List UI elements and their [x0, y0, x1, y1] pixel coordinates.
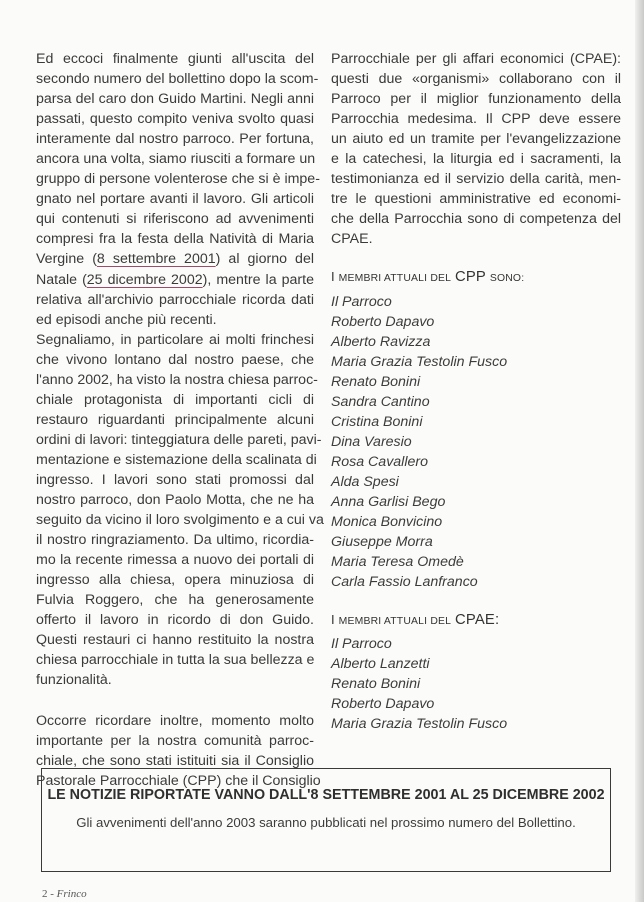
text-line: ingresso alla chiesa, opera minuziosa di: [36, 572, 314, 589]
text-line: [36, 270, 314, 290]
notice-text: Gli avvenimenti dell'anno 2003 saranno pubblicati nel prossimo numero del Bollettino.: [76, 815, 576, 830]
text-segment: ), mentre la parte: [202, 271, 314, 288]
paragraph-intro-end: [36, 290, 314, 330]
publication-name: Frinco: [56, 888, 87, 900]
text-line: tre le questioni amministrative ed economi-: [331, 191, 621, 208]
heading-smallcaps: SONO:: [489, 273, 525, 285]
text-line: Segnaliamo, in particolare ai molti frinchesi: [36, 331, 314, 348]
text-line: CPAE.: [331, 231, 373, 248]
text-line: ordini di lavori: tinteggiatura delle pareti, pavi-: [36, 431, 322, 448]
text-line: testimonianza ed il servizio della carità, men-: [331, 171, 621, 188]
underlined-date: 25 dicembre 2002: [86, 271, 203, 288]
paragraph-cpae: [331, 49, 621, 249]
text-line: Parrocchiale per gli affari economici (CPAE):: [331, 51, 621, 67]
cpae-members-list: [331, 634, 621, 734]
notice-box: [41, 768, 611, 872]
member-name: Roberto Dapavo: [331, 696, 435, 713]
cpp-members-list: [331, 292, 621, 593]
text-line: compresi fra la festa della Natività di Maria: [36, 231, 314, 248]
member-name: Alda Spesi: [331, 473, 399, 490]
text-line: chiale, che sono stati istituiti sia il Consiglio: [36, 752, 314, 769]
heading-acronym: CPAE:: [454, 612, 500, 629]
text-line: offerto il lavoro in ricordo di don Guido.: [36, 612, 314, 629]
text-line: funzionalità.: [36, 672, 112, 689]
text-line: Occorre ricordare inoltre, momento molto: [36, 712, 314, 729]
text-segment: Natale (: [36, 271, 87, 288]
heading-smallcaps: MEMBRI ATTUALI DEL: [338, 616, 452, 628]
text-line: secondo numero del bollettino dopo la scom-: [36, 71, 319, 88]
page-footer: [42, 888, 87, 900]
member-name: Sandra Cantino: [331, 393, 430, 410]
text-line: seguito da vicino il loro svolgimento e a cui va: [36, 512, 324, 529]
text-line: interamente dal nostro parroco. Per fortuna,: [36, 131, 314, 148]
right-column: [331, 49, 621, 735]
member-name: Cristina Bonini: [331, 413, 423, 430]
notice-title: LE NOTIZIE RIPORTATE VANNO DALL'8 SETTEMBRE 2001 AL 25 DICEMBRE 2002: [47, 787, 605, 803]
cpp-members-heading: [331, 267, 621, 289]
member-name: Monica Bonvicino: [331, 514, 443, 531]
paragraph-intro: [36, 49, 320, 249]
text-line: [36, 249, 314, 269]
paragraph-restoration: [36, 330, 324, 691]
text-line: Questi restauri ci hanno restituito la nostra: [36, 632, 314, 649]
member-name: Carla Fassio Lanfranco: [331, 574, 478, 591]
text-line: chiesa parrocchiale in tutta la sua bellezza e: [36, 652, 315, 669]
text-line: chiale protagonista di importanti cicli di: [36, 391, 314, 408]
text-line: gnato nel portare avanti il lavoro. Gli articoli: [36, 191, 314, 208]
member-name: Maria Grazia Testolin Fusco: [331, 353, 508, 370]
text-line: Fulvia Roggero, che ha generosamente: [36, 592, 314, 609]
member-name: Alberto Ravizza: [331, 333, 431, 350]
text-line: ancora una volta, siamo riusciti a formare un: [36, 151, 316, 168]
text-line: l'anno 2002, ha visto la nostra chiesa parroc-: [36, 371, 318, 388]
text-segment: ) al giorno del: [215, 251, 314, 268]
member-name: Rosa Cavallero: [331, 453, 428, 470]
text-line: Parroco per il miglior funzionamento della: [331, 91, 621, 108]
underlined-date: 8 settembre 2001: [96, 251, 216, 268]
text-line: restauro riguardanti principalmente alcuni: [36, 411, 314, 428]
member-name: Il Parroco: [331, 293, 392, 310]
text-line: che vivono lontano dal nostro paese, che: [36, 351, 314, 368]
text-line: Pastorale Parrocchiale (CPP) che il Consiglio: [36, 772, 321, 789]
heading-initial: I: [331, 269, 335, 285]
text-line: passati, questo compito veniva svolto quasi: [36, 111, 314, 128]
text-line: relativa all'archivio parrocchiale ricorda dati: [36, 291, 314, 308]
member-name: Alberto Lanzetti: [331, 656, 430, 673]
text-line: ingresso. I lavori sono stati promossi dal: [36, 471, 314, 488]
member-name: Renato Bonini: [331, 373, 421, 390]
member-name: Roberto Dapavo: [331, 313, 435, 330]
text-line: mentazione e sistemazione della scalinata di: [36, 451, 317, 468]
text-line: il nostro ringraziamento. Da ultimo, ricordia-: [36, 532, 314, 549]
text-line: Parrocchia medesima. Il CPP deve essere: [331, 111, 621, 128]
text-segment: Vergine (: [36, 251, 97, 268]
text-line: ed episodi anche più recenti.: [36, 311, 217, 328]
text-line: mo la recente rimessa a nuovo dei portali di: [36, 552, 314, 569]
text-line: Ed eccoci finalmente giunti all'uscita del: [36, 51, 314, 67]
member-name: Giuseppe Morra: [331, 534, 433, 551]
member-name: Anna Garlisi Bego: [331, 493, 446, 510]
text-line: qui contenuti si riferiscono ad avvenimenti: [36, 211, 314, 228]
heading-smallcaps: MEMBRI ATTUALI DEL: [338, 273, 452, 285]
left-column: [36, 49, 324, 791]
member-name: Maria Grazia Testolin Fusco: [331, 716, 508, 733]
page-edge-shadow: [635, 0, 644, 902]
cpae-members-heading: [331, 610, 621, 632]
member-name: Renato Bonini: [331, 676, 421, 693]
heading-initial: I: [331, 612, 335, 628]
text-line: che della Parrocchia sono di competenza del: [331, 211, 621, 228]
member-name: Maria Teresa Omedè: [331, 554, 464, 571]
page-number: 2 -: [42, 888, 54, 900]
text-line: importante per la nostra comunità parroc-: [36, 732, 314, 749]
paragraph-gap: [36, 691, 314, 711]
text-line: nostro parroco, don Paolo Motta, che ne ha: [36, 492, 314, 509]
text-line: parsa del caro don Guido Martini. Negli anni: [36, 91, 314, 108]
text-line: questi due «organismi» collaborano con il: [331, 71, 621, 88]
heading-acronym: CPP: [454, 269, 486, 286]
member-name: Dina Varesio: [331, 433, 412, 450]
member-name: Il Parroco: [331, 636, 392, 653]
text-line: un aiuto ed un tramite per l'evangelizzazione: [331, 131, 621, 148]
text-line: gruppo di persone volenterose che si è impe-: [36, 171, 320, 188]
text-line: e la catechesi, la liturgia ed i sacramenti, la: [331, 151, 621, 168]
